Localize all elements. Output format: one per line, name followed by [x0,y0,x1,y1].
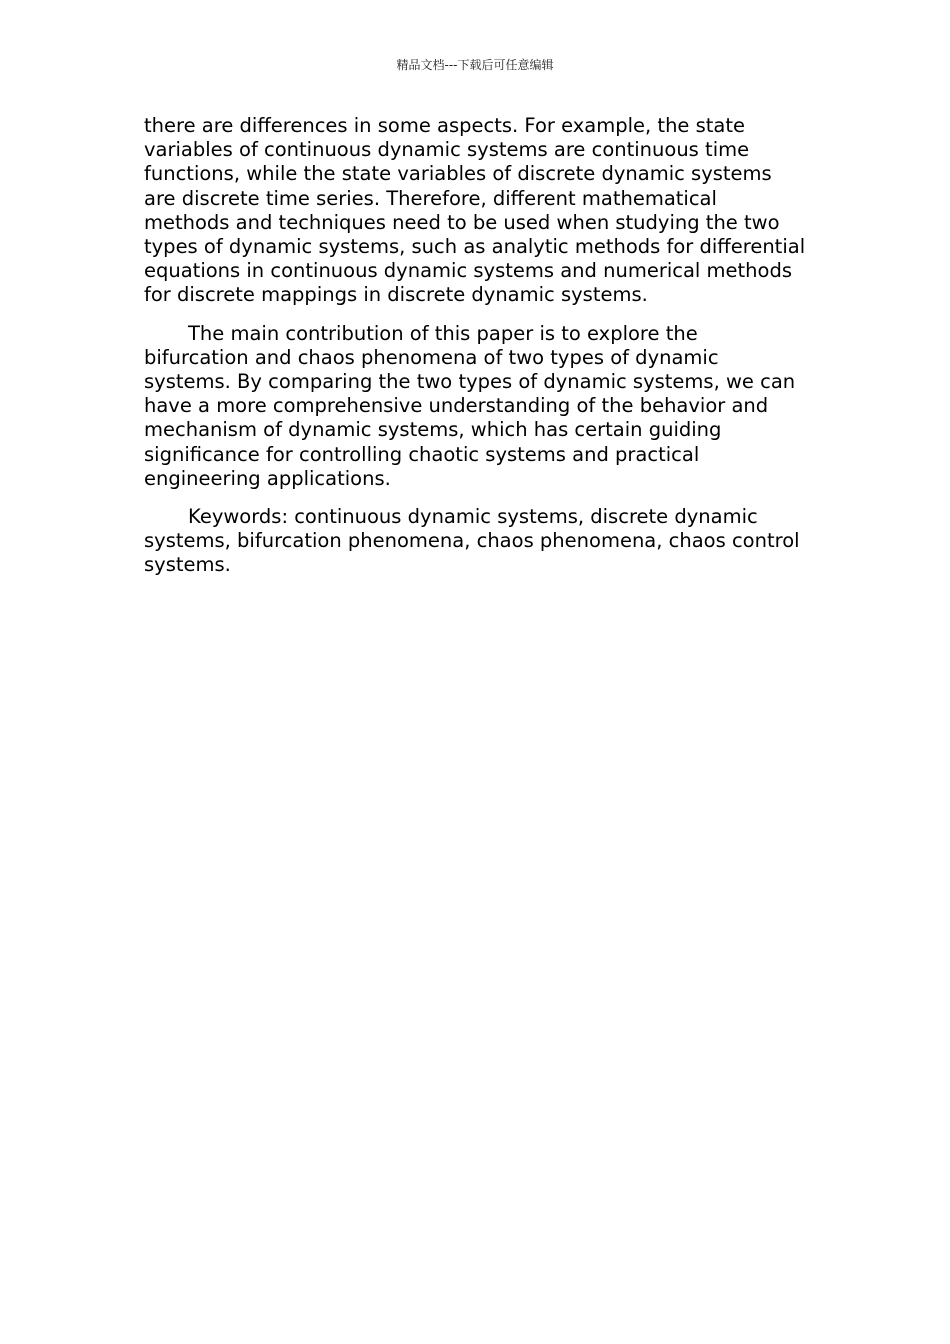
document-body [144,114,808,592]
paragraph-keywords: Keywords: continuous dynamic systems, discrete dynamic systems, bifurcation phenomena, chaos phenomena, chaos control systems. [144,505,800,577]
paragraph-contribution: The main contribution of this paper is to explore the bifurcation and chaos phenomena of two types of dynamic systems. By comparing the two types of dynamic systems, we can have a more comprehensive understanding of the behavior and mechanism of dynamic systems, which has certain guiding significance for controlling chaotic systems and practical engineering applications. [144,321,796,490]
page-header-watermark: 精品文档---下载后可任意编辑 [396,58,554,72]
paragraph-continuation: there are differences in some aspects. For example, the state variables of continuous dynamic systems are continuous time functions, while the state variables of discrete dynamic systems are discrete time series. Therefore, different mathematical methods and techniques need to be used when studying the two types of dynamic systems, such as analytic methods for differential equations in continuous dynamic systems and numerical methods for discrete mappings in discrete dynamic systems. [144,114,806,307]
